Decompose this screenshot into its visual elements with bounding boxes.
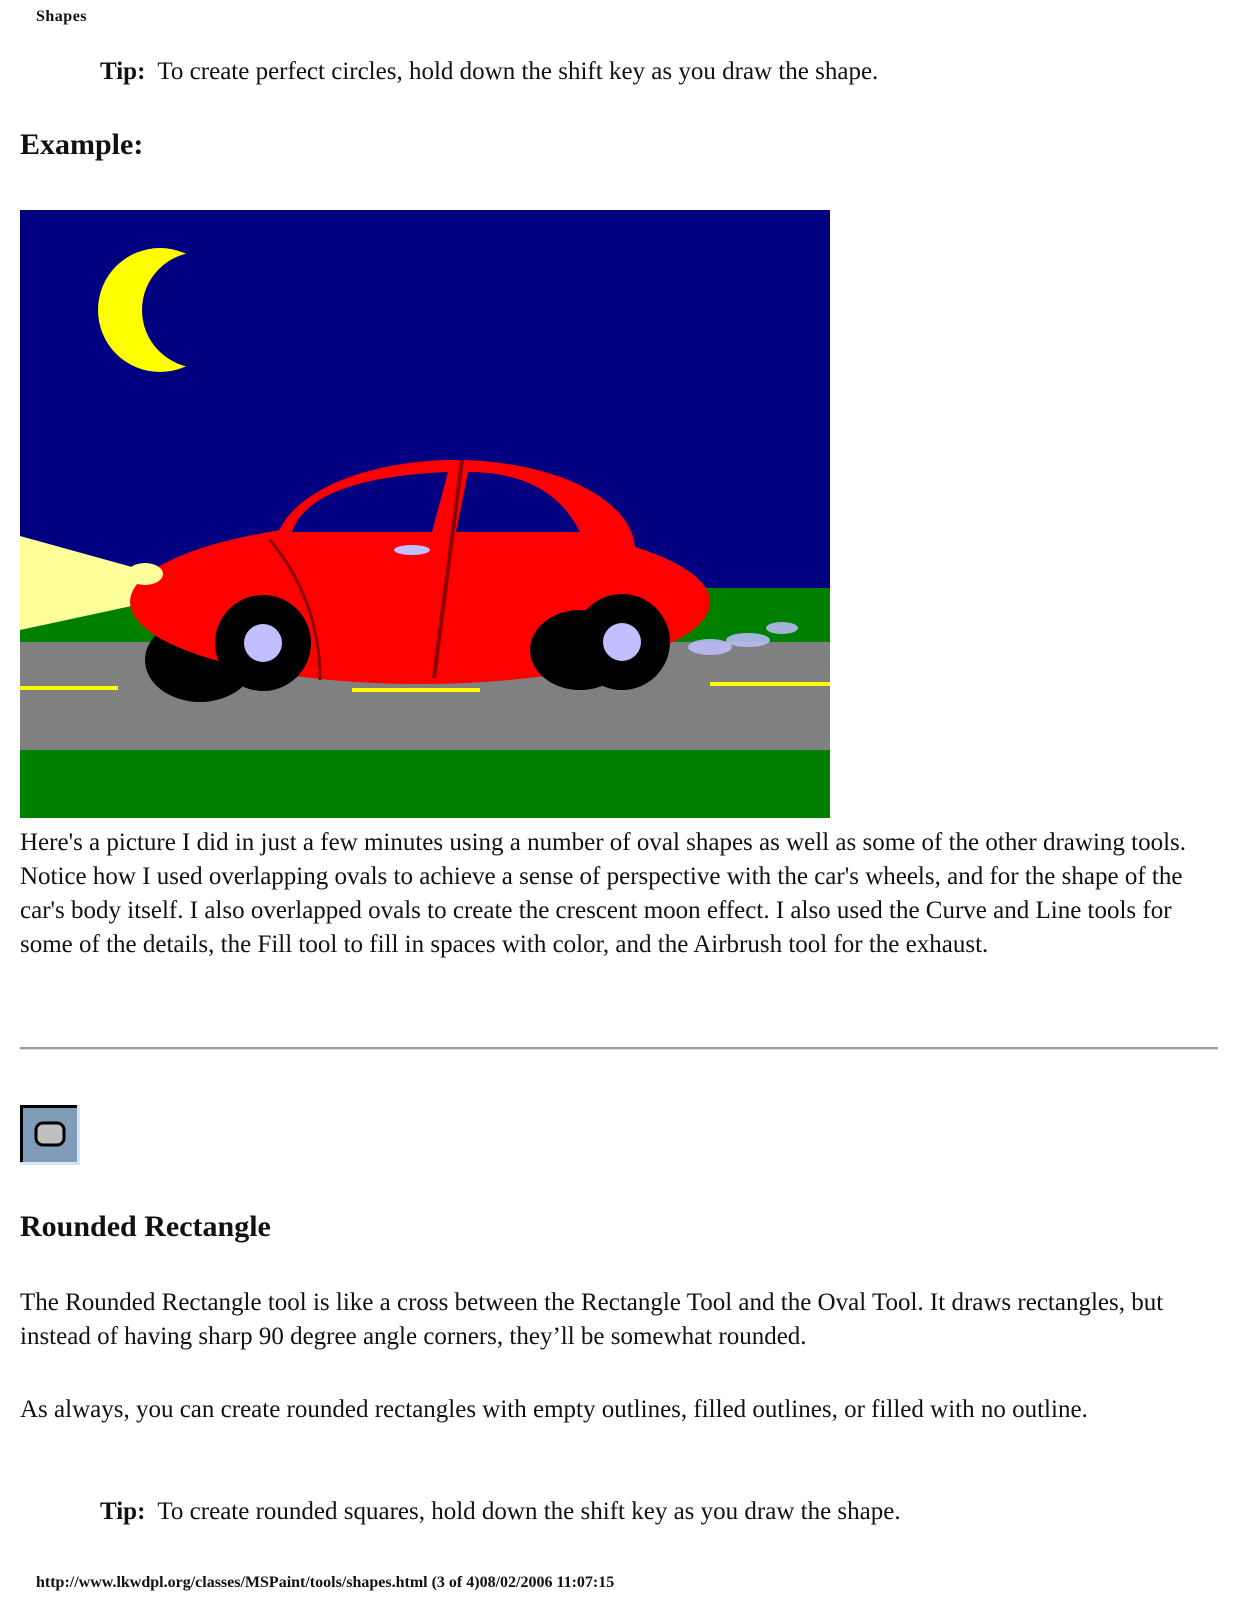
tip-text: To create rounded squares, hold down the shift key as you draw the shape. — [157, 1498, 901, 1525]
tip-rounded-squares — [100, 1498, 901, 1526]
example-caption: Here's a picture I did in just a few minutes using a number of oval shapes as well as some of the other drawing tools. Notice how I used overlapping ovals to achieve a sense of perspective with the car's wheels, and for the shape of the car's body itself. I also overlapped ovals to create the crescent moon effect. I also used the Curve and Line tools for some of the details, the Fill tool to fill in spaces with color, and the Airbrush tool for the exhaust. — [20, 829, 1187, 958]
lane-line-left — [20, 686, 118, 690]
lane-line-middle — [352, 688, 480, 692]
headlight — [127, 563, 163, 585]
rounded-rectangle-tool-icon — [20, 1105, 80, 1165]
page-footer-url: http://www.lkwdpl.org/classes/MSPaint/tools/shapes.html (3 of 4)08/02/2006 11:07:15 — [36, 1574, 615, 1591]
page-header-title: Shapes — [36, 8, 88, 25]
rounded-rectangle-description: The Rounded Rectangle tool is like a cross between the Rectangle Tool and the Oval Tool. It draws rectangles, but instead of having sharp 90 degree angle corners, they’ll be somewhat rounded. — [20, 1289, 1164, 1350]
tip-text: To create perfect circles, hold down the shift key as you draw the shape. — [157, 58, 879, 85]
tip-label: Tip: — [100, 1498, 146, 1525]
grass-front — [20, 750, 830, 818]
door-handle — [394, 545, 430, 555]
rounded-rectangle-options: As always, you can create rounded rectangles with empty outlines, filled outlines, or filled with no outline. — [20, 1396, 1088, 1423]
rear-hubcap — [603, 623, 641, 661]
lane-line-right — [710, 682, 830, 686]
car-night-illustration — [20, 210, 830, 818]
example-heading: Example: — [20, 128, 144, 161]
moon-shadow — [142, 252, 258, 368]
tip-label: Tip: — [100, 58, 146, 85]
horizontal-rule — [20, 1047, 1218, 1050]
front-hubcap — [244, 624, 282, 662]
rounded-rectangle-heading: Rounded Rectangle — [20, 1210, 271, 1243]
tip-circles — [100, 58, 878, 86]
